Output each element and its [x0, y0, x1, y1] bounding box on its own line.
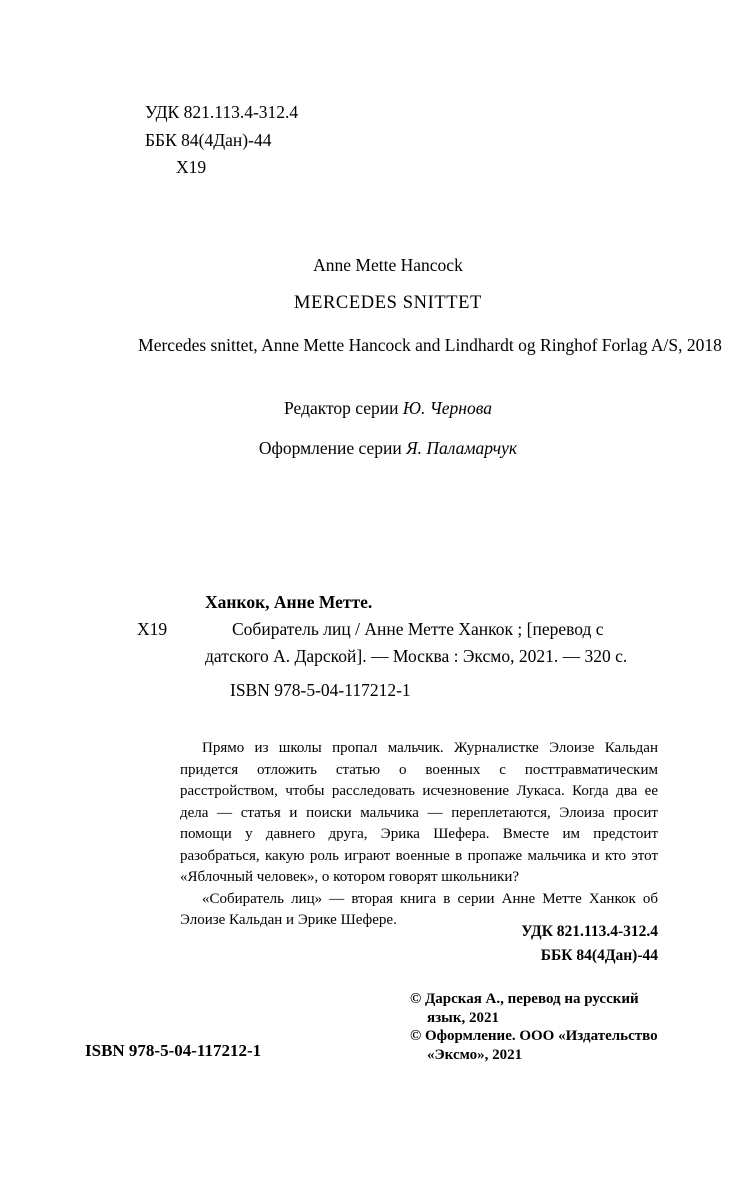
- author-sign-code: Х19: [176, 157, 207, 177]
- series-design-line: [88, 438, 688, 459]
- series-editor-line: [88, 398, 688, 419]
- udk-code: УДК 821.113.4-312.4: [145, 102, 299, 122]
- catalog-block: [137, 589, 662, 704]
- series-design-label: Оформление серии: [258, 438, 402, 458]
- catalog-entry: [137, 616, 662, 670]
- copyright-design: © Оформление. ООО «Издательство «Эксмо», 2021: [410, 1028, 658, 1063]
- original-title: MERCEDES SNITTET: [294, 293, 482, 313]
- catalog-description: Собиратель лиц / Анне Метте Ханкок ; [перевод с датского А. Дарской]. — Москва : Эксмо, 2021. — 320 с.: [205, 619, 628, 666]
- series-design-name: Я. Паламарчук: [406, 438, 518, 458]
- footer-isbn: ISBN 978-5-04-117212-1: [85, 1041, 262, 1060]
- catalog-isbn: ISBN 978-5-04-117212-1: [230, 680, 411, 700]
- catalog-author-heading: Ханкок, Анне Метте.: [205, 592, 373, 612]
- footer-copyright-block: [410, 990, 672, 1064]
- classification-bbk: ББК 84(4Дан)-44: [540, 947, 658, 964]
- top-imprint-block: [145, 99, 298, 182]
- series-editor-name: Ю. Чернова: [402, 398, 492, 418]
- classification-udk: УДК 821.113.4-312.4: [521, 923, 658, 940]
- annotation-block: [180, 738, 658, 932]
- annotation-paragraph-2: «Собиратель лиц» — вторая книга в серии Анне Метте Ханкок об Элоизе Кальдан и Эрике Шефере.: [180, 890, 658, 928]
- catalog-author-sign: Х19: [137, 619, 168, 639]
- series-editor-label: Редактор серии: [284, 398, 399, 418]
- classification-block: [180, 920, 658, 968]
- copyright-translation: © Дарская А., перевод на русский язык, 2021: [410, 991, 639, 1026]
- annotation-paragraph-1: Прямо из школы пропал мальчик. Журналистке Элоизе Кальдан придется отложить статью о военных с посттравматическим расстройством, чтобы расследовать исчезновение Лукаса. Когда два ее дела — статья и поиски мальчика — переплетаются, Элоиза просит помощи у давнего друга, Эрика Шефера. Вместе им предстоит разобраться, какую роль играют военные в пропаже мальчика и кто этот «Яблочный человек», о котором говорят школьники?: [180, 740, 658, 885]
- original-author: Anne Mette Hancock: [313, 255, 463, 275]
- original-copyright-line: Mercedes snittet, Anne Mette Hancock and Lindhardt og Ringhof Forlag A/S, 2018: [138, 335, 722, 355]
- bbk-code: ББК 84(4Дан)-44: [145, 129, 272, 150]
